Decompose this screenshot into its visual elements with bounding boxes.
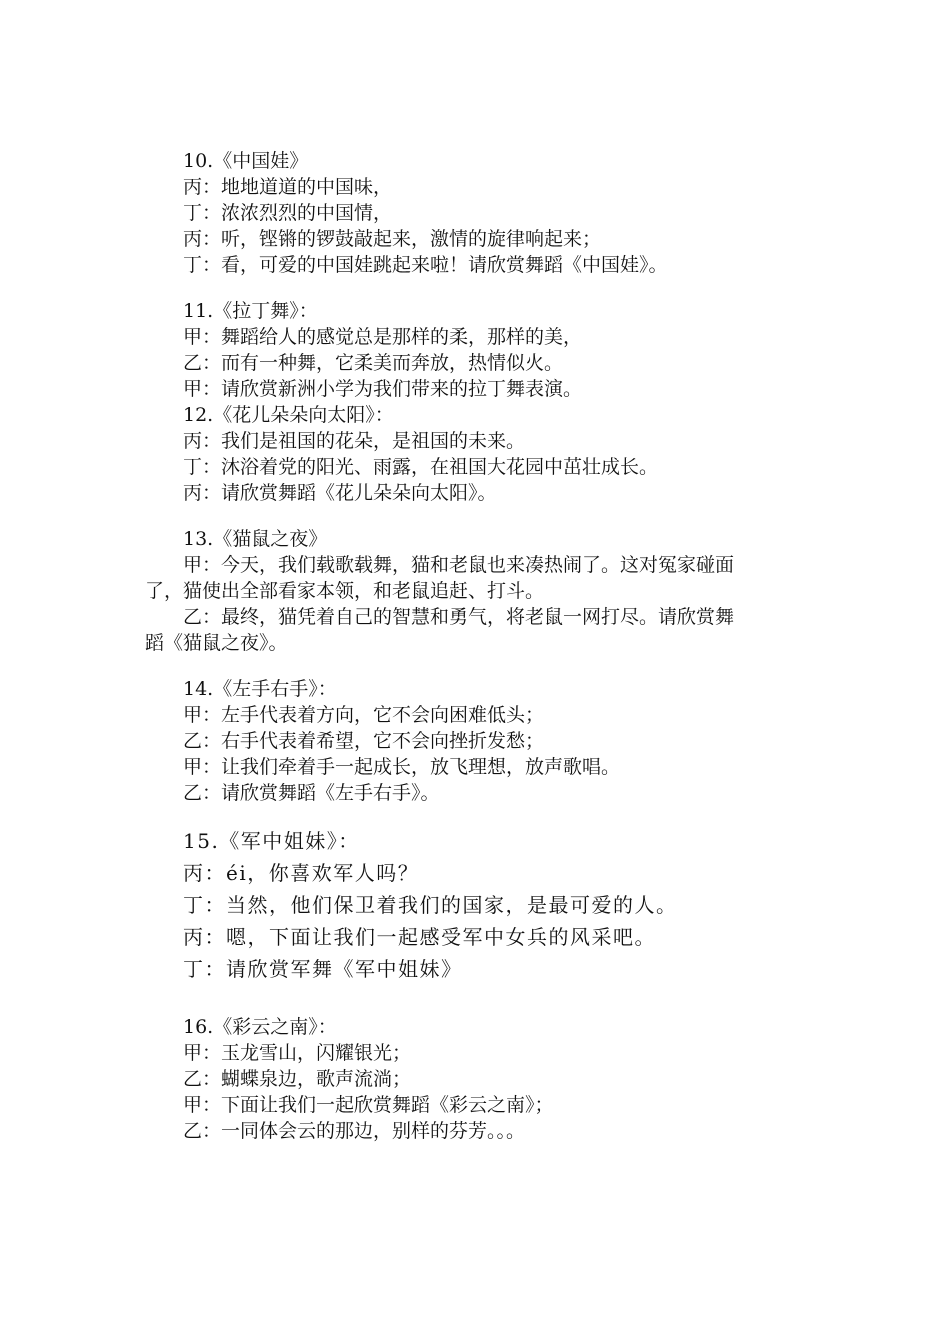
dialogue-line: 乙：一同体会云的那边，别样的芬芳。。。: [183, 1120, 526, 1142]
dialogue-line: 丁：沐浴着党的阳光、雨露，在祖国大花园中茁壮成长。: [183, 456, 659, 478]
dialogue-line: 甲：左手代表着方向，它不会向困难低头；: [183, 704, 545, 726]
dialogue-line: 了，猫使出全部看家本领，和老鼠追赶、打斗。: [145, 580, 545, 602]
dialogue-line: 丙：éi，你喜欢军人吗？: [183, 861, 420, 885]
section-title: 15.《军中姐妹》：: [183, 829, 360, 853]
dialogue-line: 丙：我们是祖国的花朵，是祖国的未来。: [183, 430, 526, 452]
dialogue-line: 丁：看，可爱的中国娃跳起来啦！请欣赏舞蹈《中国娃》。: [183, 254, 668, 276]
dialogue-line: 丙：请欣赏舞蹈《花儿朵朵向太阳》。: [183, 482, 497, 504]
dialogue-line: 乙：右手代表着希望，它不会向挫折发愁；: [183, 730, 545, 752]
dialogue-line: 丁：当然，他们保卫着我们的国家，是最可爱的人。: [183, 893, 678, 917]
dialogue-line: 蹈《猫鼠之夜》。: [145, 632, 288, 654]
dialogue-line: 甲：玉龙雪山，闪耀银光；: [183, 1042, 412, 1064]
section-title: 14.《左手右手》：: [183, 678, 337, 700]
dialogue-line: 甲：请欣赏新洲小学为我们带来的拉丁舞表演。: [183, 378, 583, 400]
section-title: 10.《中国娃》: [183, 150, 309, 172]
dialogue-line: 甲：让我们牵着手一起成长，放飞理想，放声歌唱。: [183, 756, 621, 778]
dialogue-line: 乙：最终，猫凭着自己的智慧和勇气，将老鼠一网打尽。请欣赏舞: [183, 606, 735, 628]
dialogue-line: 丙：听，铿锵的锣鼓敲起来，激情的旋律响起来；: [183, 228, 602, 250]
dialogue-line: 乙：请欣赏舞蹈《左手右手》。: [183, 782, 440, 804]
dialogue-line: 甲：舞蹈给人的感觉总是那样的柔，那样的美，: [183, 326, 583, 348]
dialogue-line: 甲：今天，我们载歌载舞，猫和老鼠也来凑热闹了。这对冤家碰面: [183, 554, 735, 576]
section-title: 16.《彩云之南》：: [183, 1016, 337, 1038]
dialogue-line: 乙：而有一种舞，它柔美而奔放，热情似火。: [183, 352, 564, 374]
section-title: 12.《花儿朵朵向太阳》：: [183, 404, 394, 426]
dialogue-line: 乙：蝴蝶泉边，歌声流淌；: [183, 1068, 412, 1090]
dialogue-line: 甲：下面让我们一起欣赏舞蹈《彩云之南》；: [183, 1094, 554, 1116]
dialogue-line: 丙：地地道道的中国味，: [183, 176, 393, 198]
section-title: 13.《猫鼠之夜》: [183, 528, 328, 550]
dialogue-line: 丙：嗯，下面让我们一起感受军中女兵的风采吧。: [183, 925, 656, 949]
dialogue-line: 丁：请欣赏军舞《军中姐妹》: [183, 957, 463, 981]
section-title: 11.《拉丁舞》：: [183, 300, 318, 322]
dialogue-line: 丁：浓浓烈烈的中国情，: [183, 202, 393, 224]
